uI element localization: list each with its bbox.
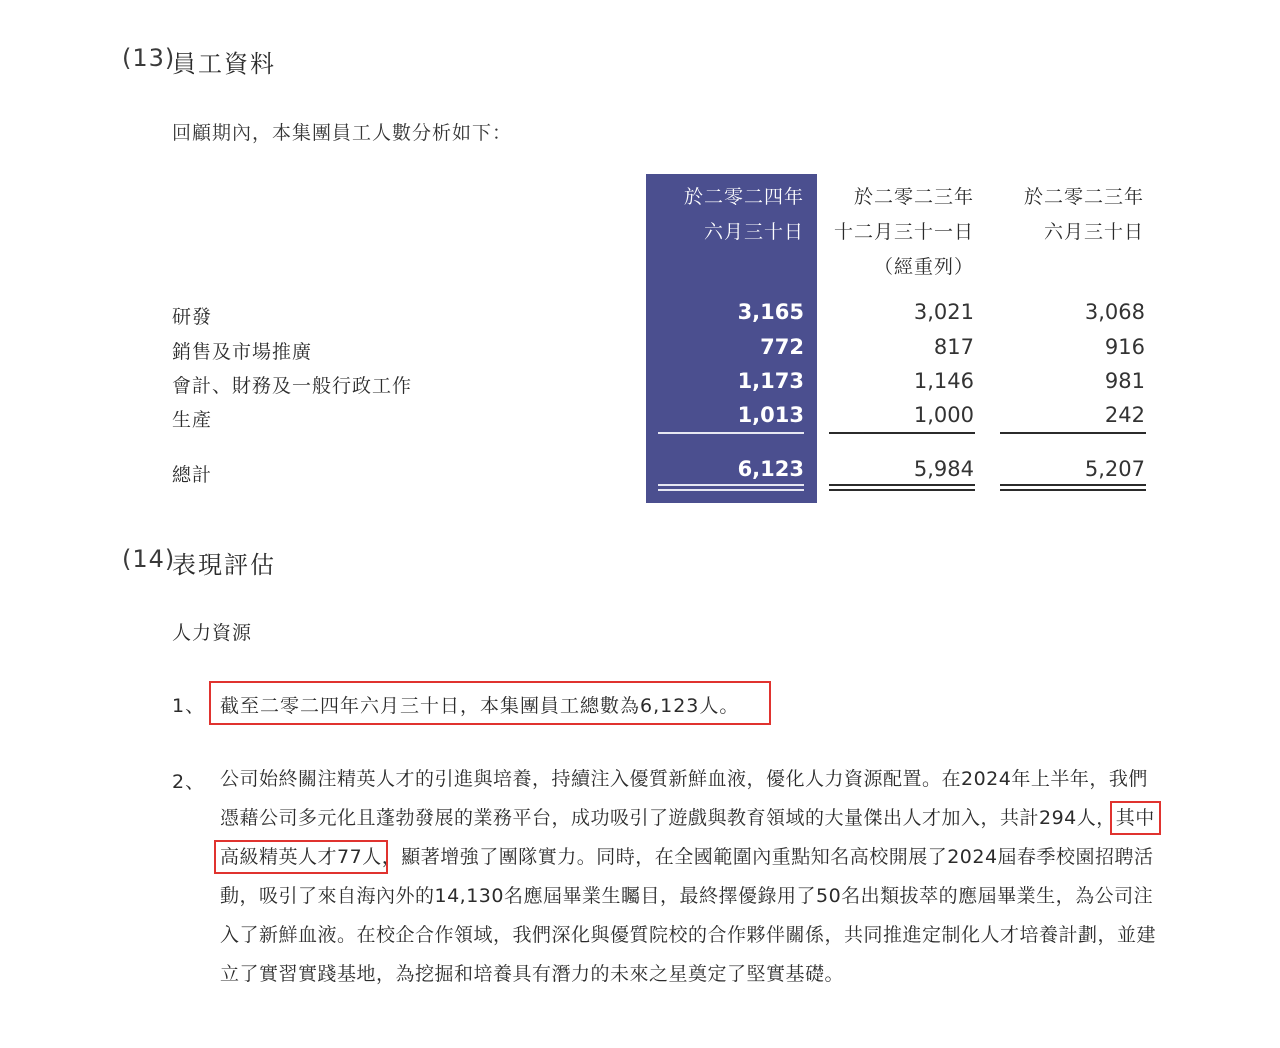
list-number: 2、 (172, 771, 206, 793)
row-label: 生產 (172, 409, 213, 431)
row-label: 會計、財務及一般行政工作 (172, 375, 413, 397)
subsection-title: 人力資源 (172, 622, 253, 644)
table-cell: 1,146 (913, 369, 974, 393)
column-header-2024-jun: 於二零二四年 六月三十日 (683, 186, 804, 243)
table-cell: 1,013 (737, 403, 804, 427)
total-label: 總計 (172, 464, 213, 486)
table-cell: 3,165 (737, 300, 804, 324)
row-label: 銷售及市場推廣 (172, 341, 313, 363)
total-cell: 5,984 (913, 457, 974, 481)
section-title: 員工資料 (172, 50, 276, 78)
column-header-2023-jun: 於二零二三年 六月三十日 (1023, 186, 1144, 243)
total-double-rule (1000, 489, 1146, 491)
subtotal-rule (1000, 432, 1146, 434)
table-cell: 3,068 (1084, 300, 1145, 324)
total-double-rule (658, 484, 804, 486)
total-double-rule (829, 484, 975, 486)
column-header-2023-dec: 於二零二三年 十二月三十一日 （經重列） (833, 186, 974, 278)
total-double-rule (829, 489, 975, 491)
table-cell: 3,021 (913, 300, 974, 324)
table-cell: 981 (1104, 369, 1145, 393)
table-cell: 242 (1104, 403, 1145, 427)
section-title: 表現評估 (172, 551, 276, 579)
subtotal-rule (658, 432, 804, 434)
table-cell: 1,000 (913, 403, 974, 427)
section-number: (14) (122, 545, 176, 573)
table-cell: 916 (1104, 335, 1145, 359)
table-cell: 772 (760, 335, 804, 359)
table-cell: 817 (933, 335, 974, 359)
annotation-box (209, 681, 771, 725)
total-double-rule (658, 489, 804, 491)
list-item-paragraph: 公司始終關注精英人才的引進與培養，持續注入優質新鮮血液，優化人力資源配置。在2024年上半年，我們憑藉公司多元化且蓬勃發展的業務平台，成功吸引了遊戲與教育領域的大量傑出人才加入，共計294人，其中高級精英人才77人，顯著增強了團隊實力。同時，在全國範圍內重點知名高校開展了2024屆春季校園招聘活動，吸引了來自海內外的14,130名應屆畢業生矚目，最終擇優錄用了50名出類拔萃的應屆畢業生，為公司注入了新鮮血液。在校企合作領域，我們深化與優質院校的合作夥伴關係，共同推進定制化人才培養計劃，並建立了實習實踐基地，為挖掘和培養具有潛力的未來之星奠定了堅實基礎。 (220, 768, 1157, 985)
total-cell: 6,123 (737, 457, 804, 481)
list-number: 1、 (172, 695, 206, 717)
annotation-highlight: 其中高級精英人才77人 (220, 807, 1155, 868)
subtotal-rule (829, 432, 975, 434)
section-number: (13) (122, 44, 176, 72)
row-label: 研發 (172, 306, 213, 328)
section-intro: 回顧期內，本集團員工人數分析如下： (172, 122, 513, 144)
total-double-rule (1000, 484, 1146, 486)
list-item-text: 截至二零二四年六月三十日，本集團員工總數為6,123人。 (220, 695, 740, 717)
table-cell: 1,173 (737, 369, 804, 393)
total-cell: 5,207 (1084, 457, 1145, 481)
